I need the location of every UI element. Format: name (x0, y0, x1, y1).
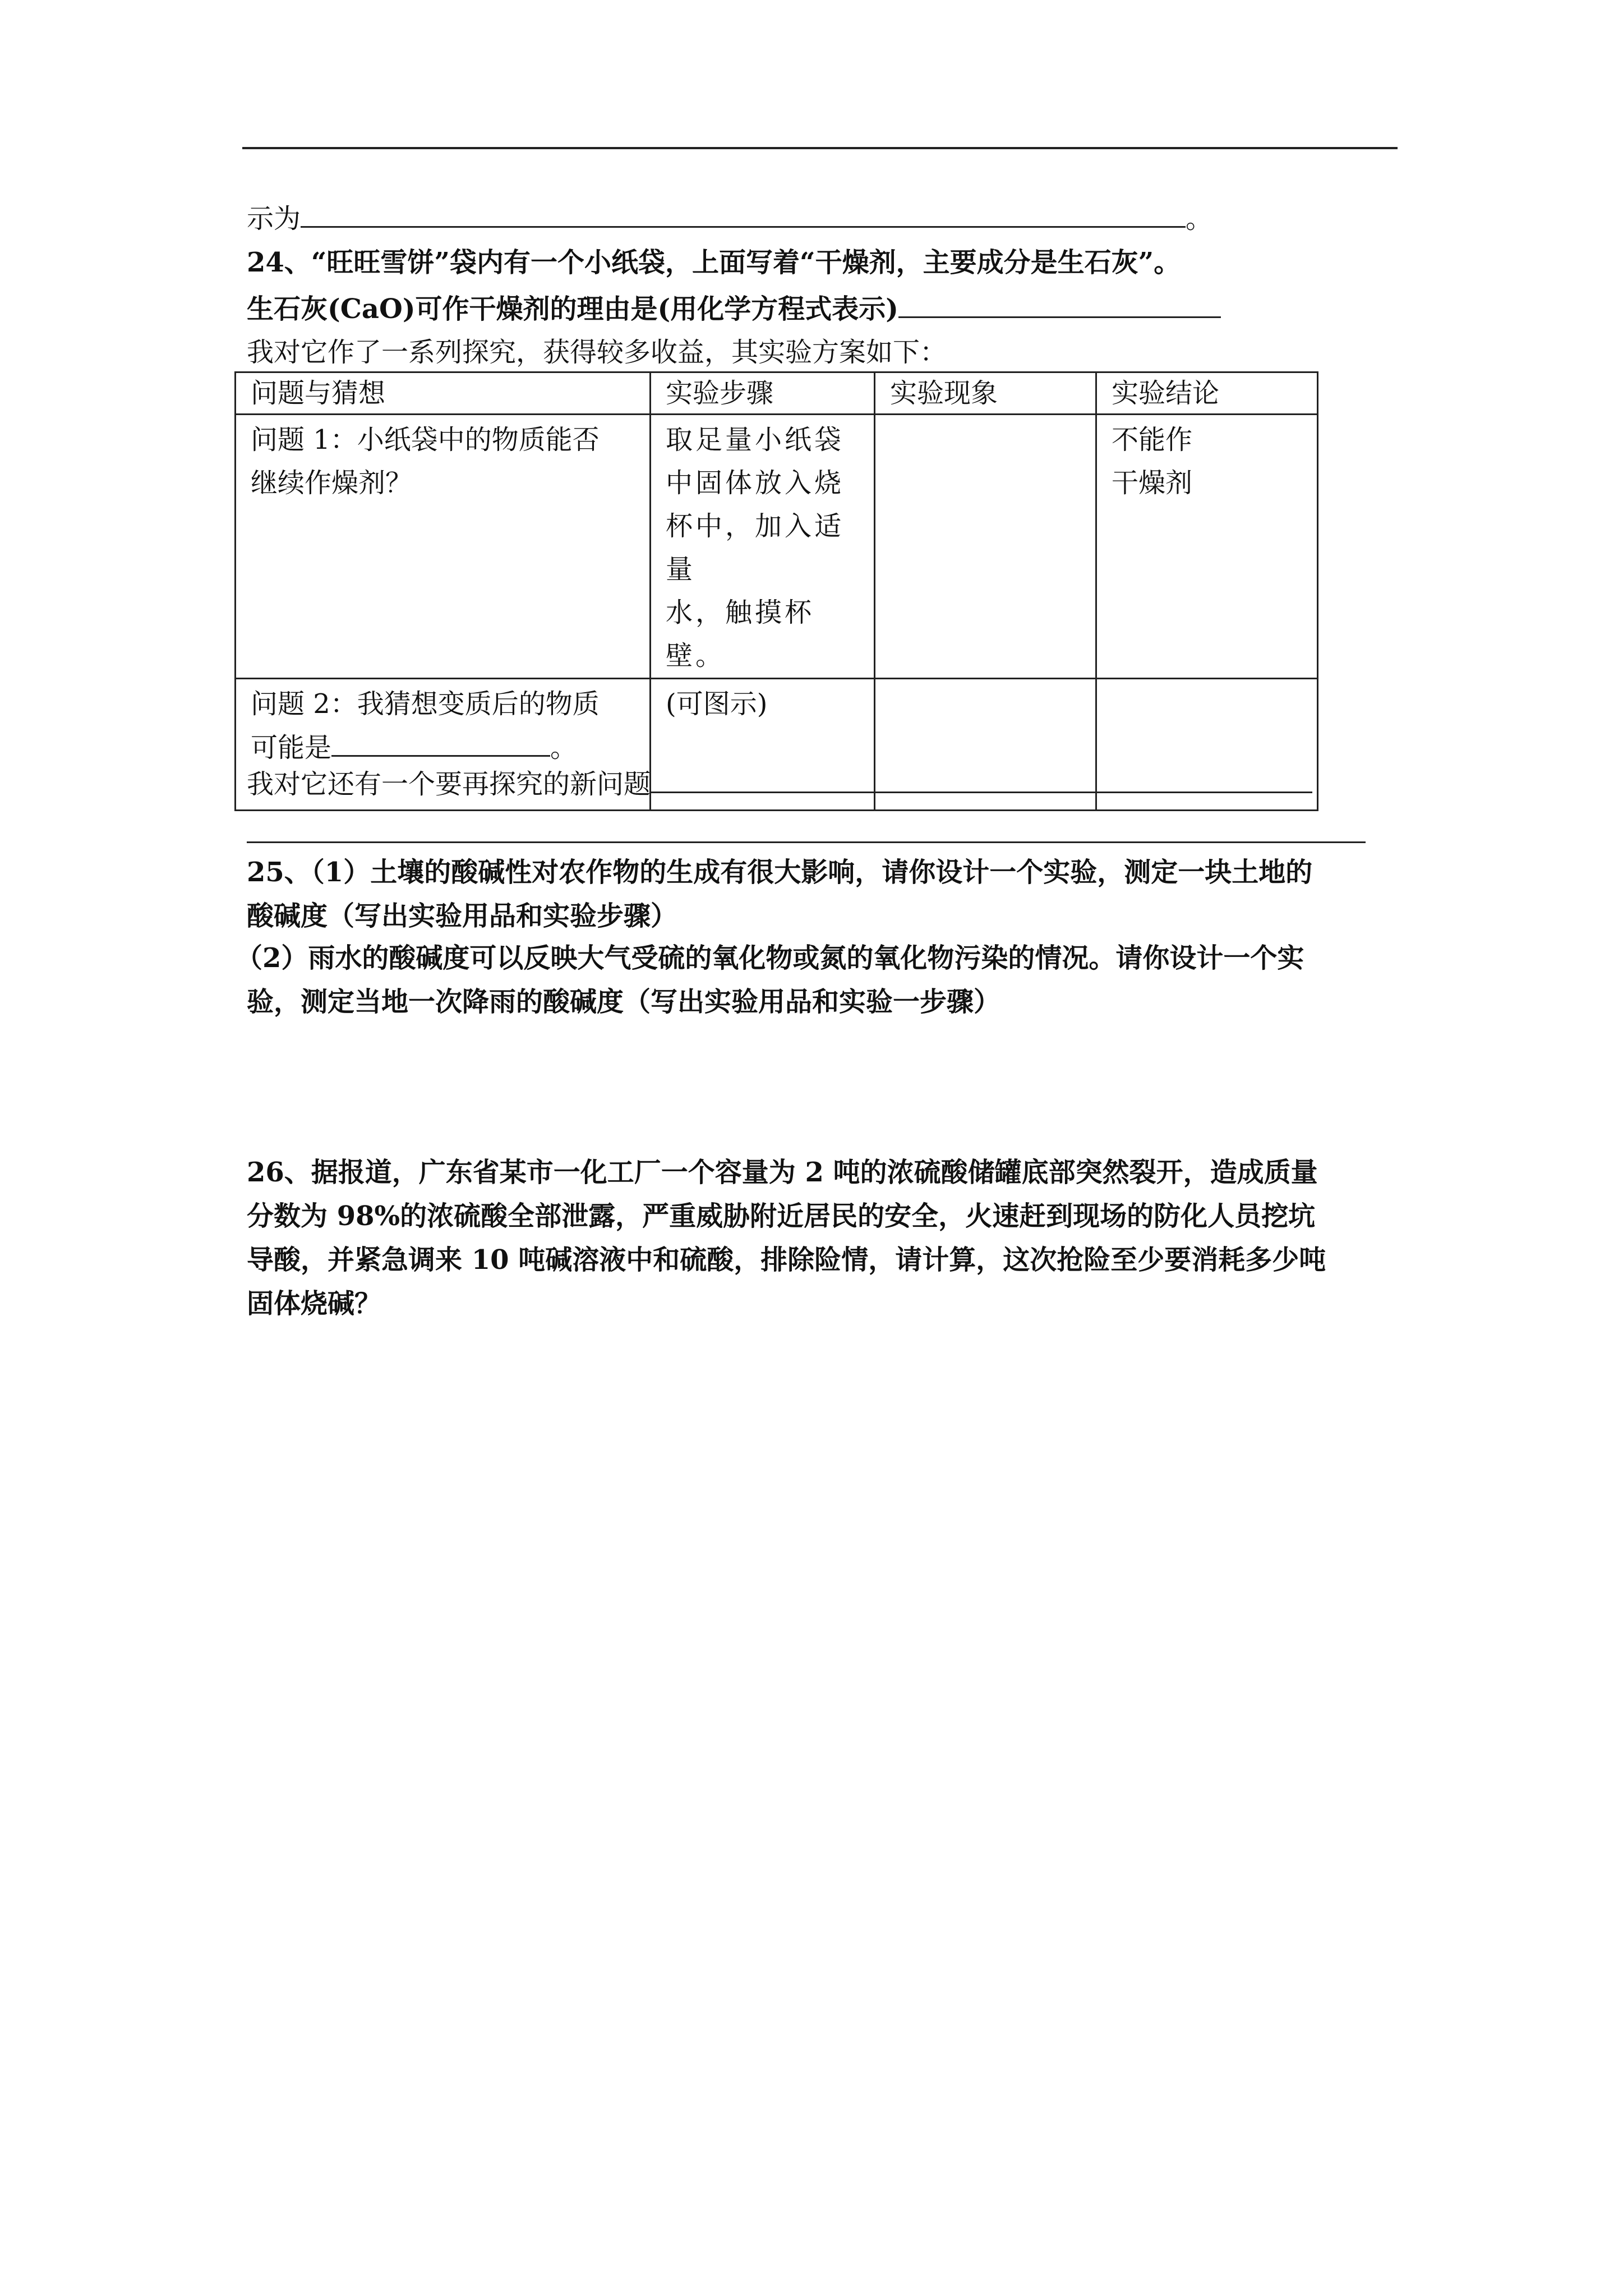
question-1-cell: 问题 1：小纸袋中的物质能否 继续作燥剂？ (236, 415, 651, 679)
q25-part1-line1: 25、（1）土壤的酸碱性对农作物的生成有很大影响，请你设计一个实验，测定一块土地的 (247, 857, 1313, 888)
q24-new-question-line: 我对它还有一个要再探究的新问题 (247, 763, 1312, 806)
steps-1-cell: 取足量小纸袋 中固体放入烧 杯中，加入适量 水，触摸杯壁。 (651, 415, 875, 679)
new-question-blank-line2[interactable] (247, 841, 1366, 843)
q26-line4: 固体烧碱？ (247, 1288, 382, 1319)
q25-part2-line1: （2）雨水的酸碱度可以反映大气受硫的氧化物或氮的氧化物污染的情况。请你设计一个实 (236, 942, 1304, 974)
header-question: 问题与猜想 (236, 372, 651, 415)
q24-equation-blank[interactable] (898, 288, 1221, 318)
q26-line3: 导酸，并紧急调来 10 吨碱溶液中和硫酸，排除险情，请计算，这次抢险至少要消耗多少吨 (247, 1244, 1326, 1276)
new-question-blank[interactable] (651, 763, 1312, 793)
steps-2-cell[interactable]: (可图示) (651, 679, 875, 811)
header-phenomenon: 实验现象 (875, 372, 1096, 415)
q25-part2-line2: 验，测定当地一次降雨的酸碱度（写出实验用品和实验一步骤） (247, 986, 1001, 1018)
q26-line2: 分数为 98%的浓硫酸全部泄露，严重威胁附近居民的安全，火速赶到现场的防化人员挖坑 (247, 1200, 1316, 1232)
header-conclusion: 实验结论 (1096, 372, 1318, 415)
page-header-rule (242, 147, 1398, 149)
question-2-cell: 问题 2：我猜想变质后的物质 可能是 。 (236, 679, 651, 811)
q24-reason-line: 生石灰(CaO)可作干燥剂的理由是(用化学方程式表示) (247, 288, 1221, 330)
q26-line1: 26、据报道，广东省某市一化工厂一个容量为 2 吨的浓硫酸储罐底部突然裂开，造成质量 (247, 1157, 1318, 1188)
conclusion-1-cell: 不能作 干燥剂 (1096, 415, 1318, 679)
q25-part1-line2: 酸碱度（写出实验用品和实验步骤） (247, 900, 678, 932)
table-header-row (236, 372, 1318, 415)
q23-answer-blank[interactable] (301, 198, 1186, 228)
header-steps: 实验步骤 (651, 372, 875, 415)
q24-intro: 24、“旺旺雪饼”袋内有一个小纸袋，上面写着“干燥剂，主要成分是生石灰”。 (247, 247, 1181, 278)
q23-answer-line: 示为 。 (247, 197, 1212, 240)
phenomenon-1-cell[interactable] (875, 415, 1096, 679)
q24-plan-intro: 我对它作了一系列探究，获得较多收益，其实验方案如下： (247, 337, 947, 368)
guess-answer-blank[interactable] (331, 726, 550, 757)
table-row (236, 415, 1318, 679)
experiment-table (234, 371, 1318, 811)
